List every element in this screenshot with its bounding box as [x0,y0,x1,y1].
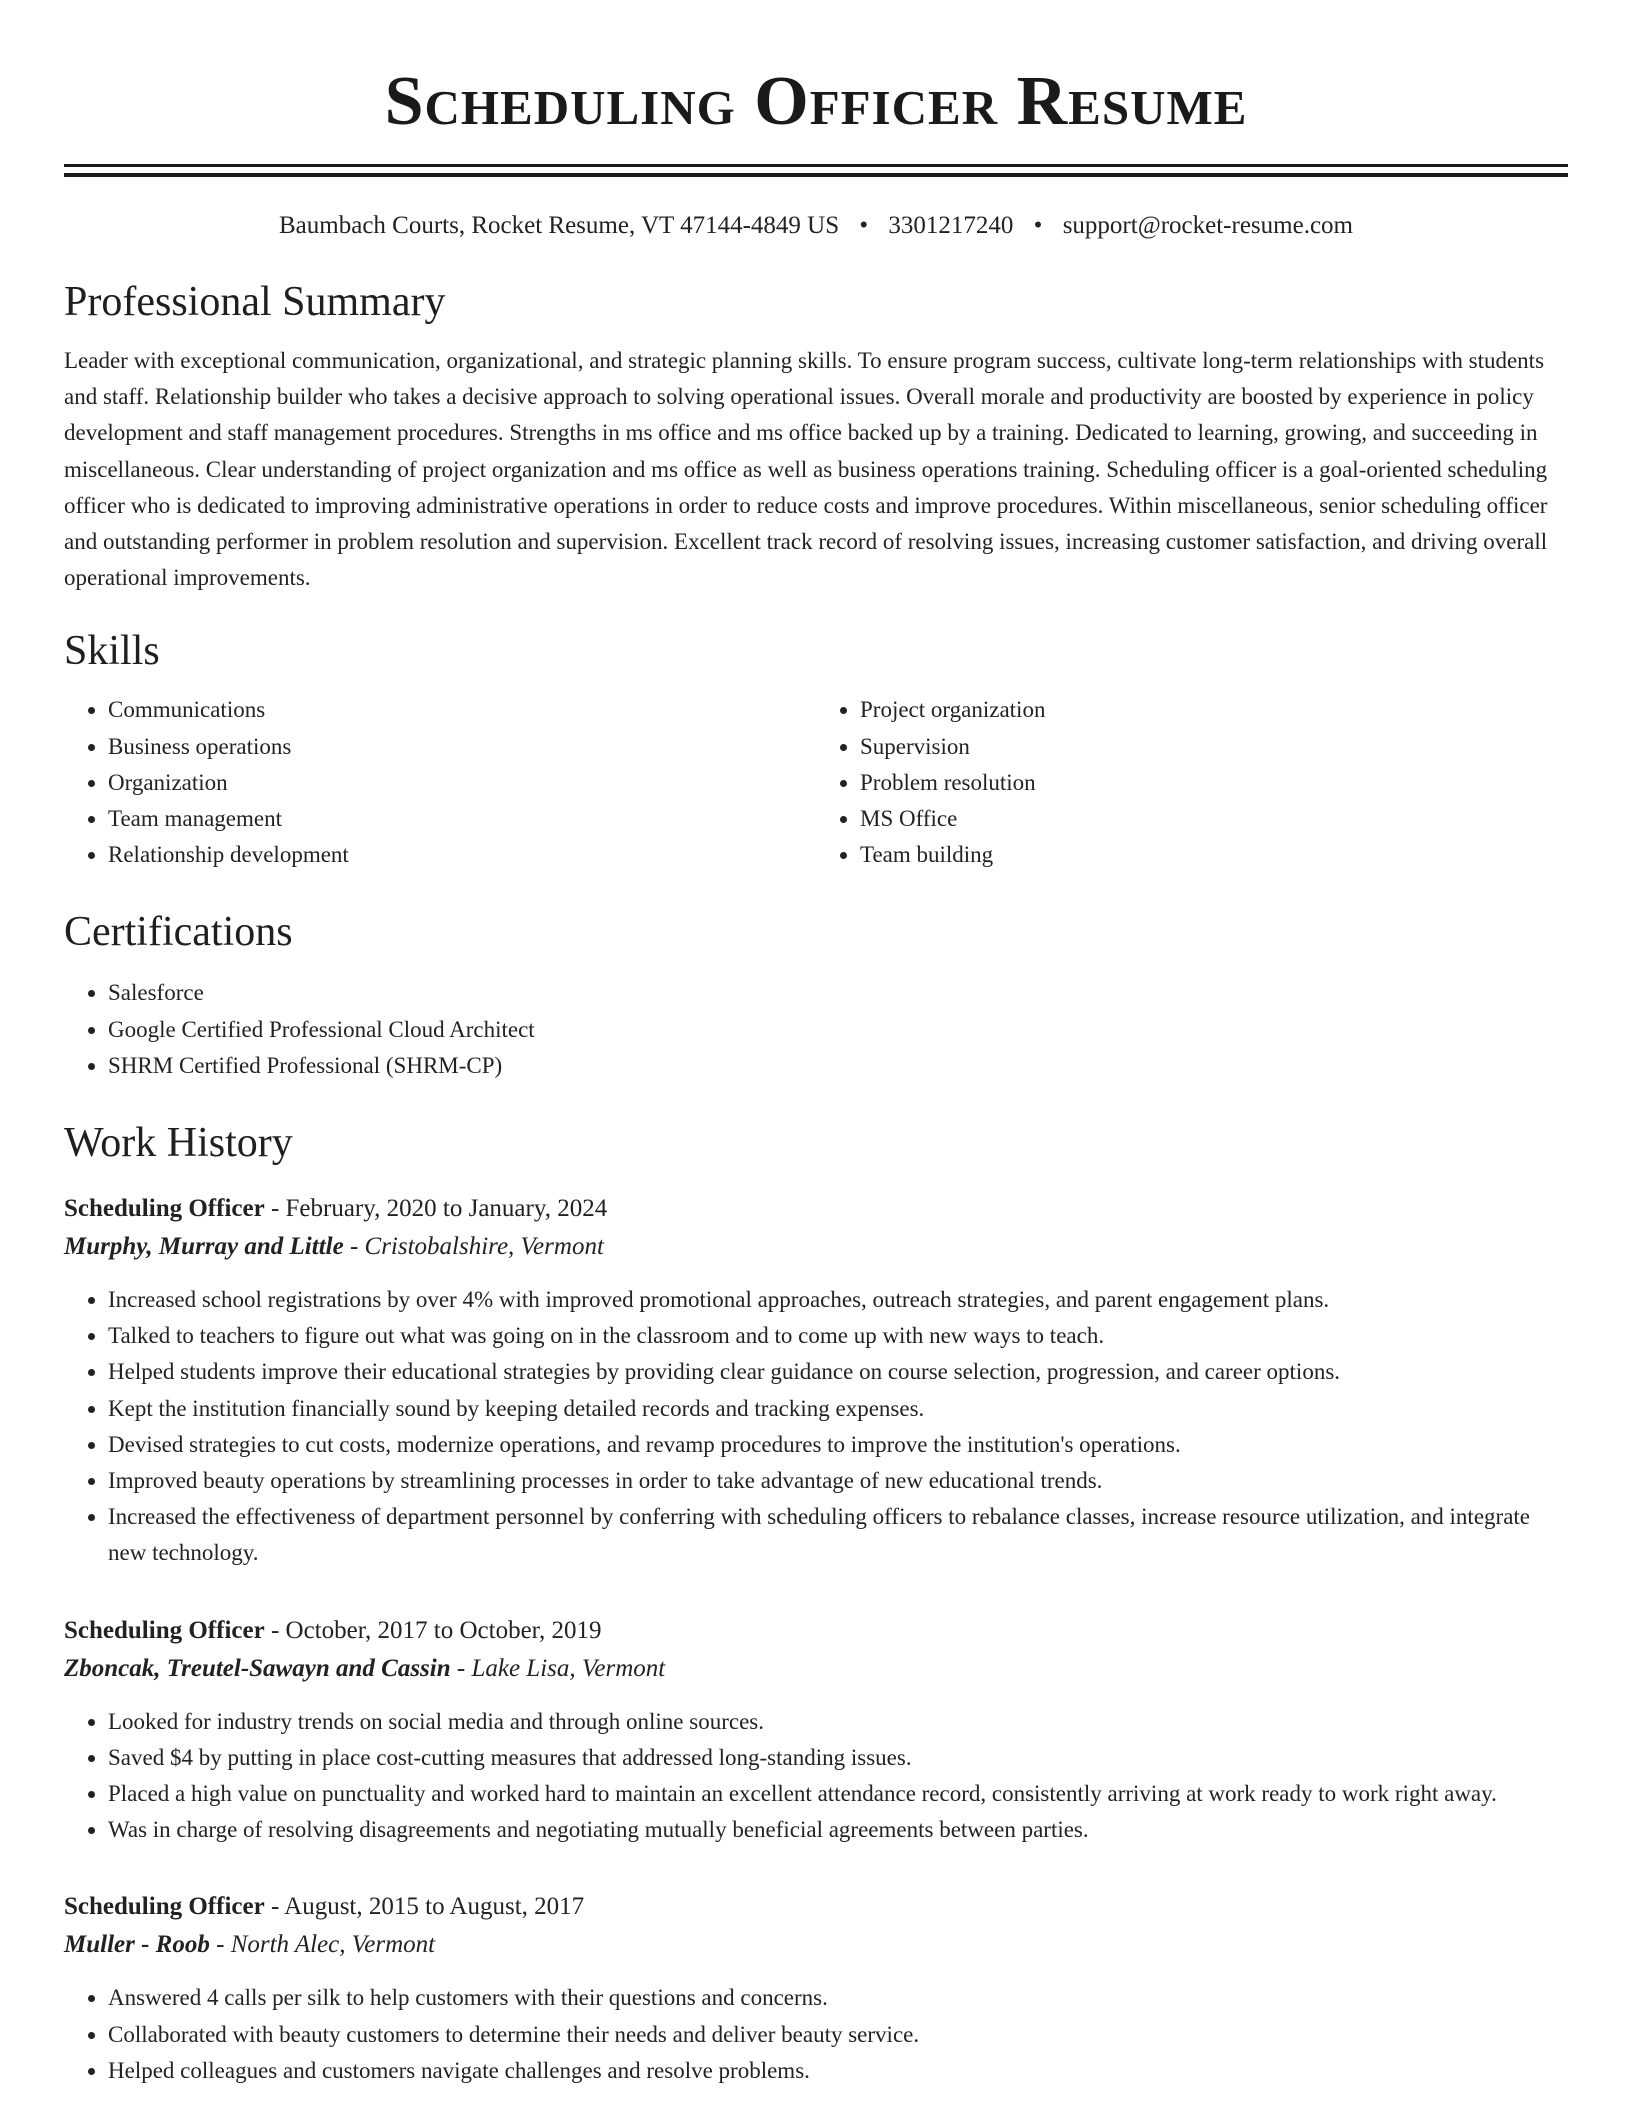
resume-page [64,0,1568,2089]
skill-item: • Team management [108,801,816,837]
job-company: Zboncak, Treutel-Sawayn and Cassin [64,1654,451,1682]
job-bullet: • Talked to teachers to figure out what was going on in the classroom and to come up with new ways to teach. [108,1318,1568,1354]
job-company: Murphy, Murray and Little [64,1233,344,1261]
skill-item: • MS Office [860,801,1568,837]
job-bullet: • Looked for industry trends on social media and through online sources. [108,1704,1568,1740]
job-employer-line [64,1926,1568,1964]
job-dates: October, 2017 to October, 2019 [285,1616,602,1644]
professional-summary-text: Leader with exceptional communication, organizational, and strategic planning skills. To ensure program success, cultivate long-term relationships with students and staff. Relationship builder who takes a decisive approach to solving operational issues. Overall morale and productivity are boosted by experience in policy development and staff management procedures. Strengths in ms office and ms office backed up by a training. Dedicated to learning, growing, and succeeding in miscellaneous. Clear understanding of project organization and ms office as well as business operations training. Scheduling officer is a goal-oriented scheduling officer who is dedicated to improving administrative operations in order to reduce costs and improve procedures. Within miscellaneous, senior scheduling officer and outstanding performer in problem resolution and supervision. Excellent track record of resolving issues, increasing customer satisfaction, and driving overall operational improvements. [64,348,1548,591]
skills-list-left [64,692,816,873]
work-history-section [64,1118,1568,2089]
professional-summary-heading: Professional Summary [64,279,446,325]
title-divider-top [64,164,1568,167]
skill-item: • Relationship development [108,837,816,873]
job-bullet: • Answered 4 calls per silk to help customers with their questions and concerns. [108,1980,1568,2016]
job-bullets [64,1282,1568,1572]
job-dash: - [264,1616,286,1644]
job-bullet: • Devised strategies to cut costs, modernize operations, and revamp procedures to improve the institution's operations. [108,1427,1568,1463]
resume-title: Scheduling Officer Resume [384,63,1248,140]
job-role: Scheduling Officer [64,1893,265,1921]
job-bullet: • Improved beauty operations by streamlining processes in order to take advantage of new educational trends. [108,1463,1568,1499]
contact-address: Baumbach Courts, Rocket Resume, VT 47144-4849 US [279,212,840,239]
skill-item: • Organization [108,765,816,801]
job-bullets [64,1704,1568,1849]
contact-separator: • [1033,212,1043,239]
contact-line [64,211,1568,241]
work-history-heading: Work History [64,1120,293,1167]
skill-item: • Business operations [108,729,816,765]
job-bullet: • Saved $4 by putting in place cost-cutting measures that addressed long-standing issues. [108,1740,1568,1776]
certification-item: • Google Certified Professional Cloud Architect [108,1012,1568,1048]
job-bullet: • Helped colleagues and customers navigate challenges and resolve problems. [108,2053,1568,2089]
skill-item: • Problem resolution [860,765,1568,801]
contact-email: support@rocket-resume.com [1062,212,1353,239]
job-employer-line [64,1650,1568,1688]
job-role: Scheduling Officer [64,1195,265,1223]
job-title-line [64,1888,1568,1926]
job-bullet: • Collaborated with beauty customers to determine their needs and deliver beauty service. [108,2017,1568,2053]
job-role: Scheduling Officer [64,1616,265,1644]
skills-heading: Skills [64,628,160,675]
certification-item: • Salesforce [108,975,1568,1011]
job-bullet: • Placed a high value on punctuality and worked hard to maintain an excellent attendance record, consistently arriving at work ready to work right away. [108,1776,1568,1812]
job-dates: February, 2020 to January, 2024 [285,1195,608,1223]
job-bullet: • Increased school registrations by over 4% with improved promotional approaches, outreach strategies, and parent engagement plans. [108,1282,1568,1318]
certification-item: • SHRM Certified Professional (SHRM-CP) [108,1048,1568,1084]
contact-separator: • [859,212,869,239]
certifications-heading: Certifications [64,909,293,956]
job-entry [64,1612,1568,1849]
skills-list-right [816,692,1568,873]
contact-phone: 3301217240 [888,212,1014,239]
skill-item: • Team building [860,837,1568,873]
job-dash: - [209,1931,231,1959]
job-bullet: • Was in charge of resolving disagreements and negotiating mutually beneficial agreements between parties. [108,1812,1568,1848]
title-divider-bottom [64,173,1568,177]
job-dash: - [450,1654,472,1682]
certifications-section [64,907,1568,1084]
certifications-list [64,975,1568,1084]
job-location: Lake Lisa, Vermont [471,1654,666,1682]
job-dash: - [264,1195,286,1223]
job-company: Muller - Roob [64,1931,210,1959]
job-entry [64,1888,1568,2089]
job-bullet: • Helped students improve their educational strategies by providing clear guidance on course selection, progression, and career options. [108,1354,1568,1390]
skill-item: • Communications [108,692,816,728]
skills-section [64,626,1568,873]
job-dates: August, 2015 to August, 2017 [284,1893,585,1921]
job-title-line [64,1190,1568,1228]
job-location: Cristobalshire, Vermont [364,1233,604,1261]
skill-item: • Project organization [860,692,1568,728]
job-dash: - [264,1893,285,1921]
job-location: North Alec, Vermont [230,1931,436,1959]
skills-columns [64,692,1568,873]
skill-item: • Supervision [860,729,1568,765]
job-entry [64,1190,1568,1572]
job-bullets [64,1980,1568,2089]
job-dash: - [343,1233,365,1261]
job-employer-line [64,1228,1568,1266]
job-bullet: • Increased the effectiveness of department personnel by conferring with scheduling officers to rebalance classes, increase resource utilization, and integrate new technology. [108,1499,1568,1571]
job-title-line [64,1612,1568,1650]
professional-summary-section [64,277,1568,596]
job-bullet: • Kept the institution financially sound by keeping detailed records and tracking expenses. [108,1391,1568,1427]
